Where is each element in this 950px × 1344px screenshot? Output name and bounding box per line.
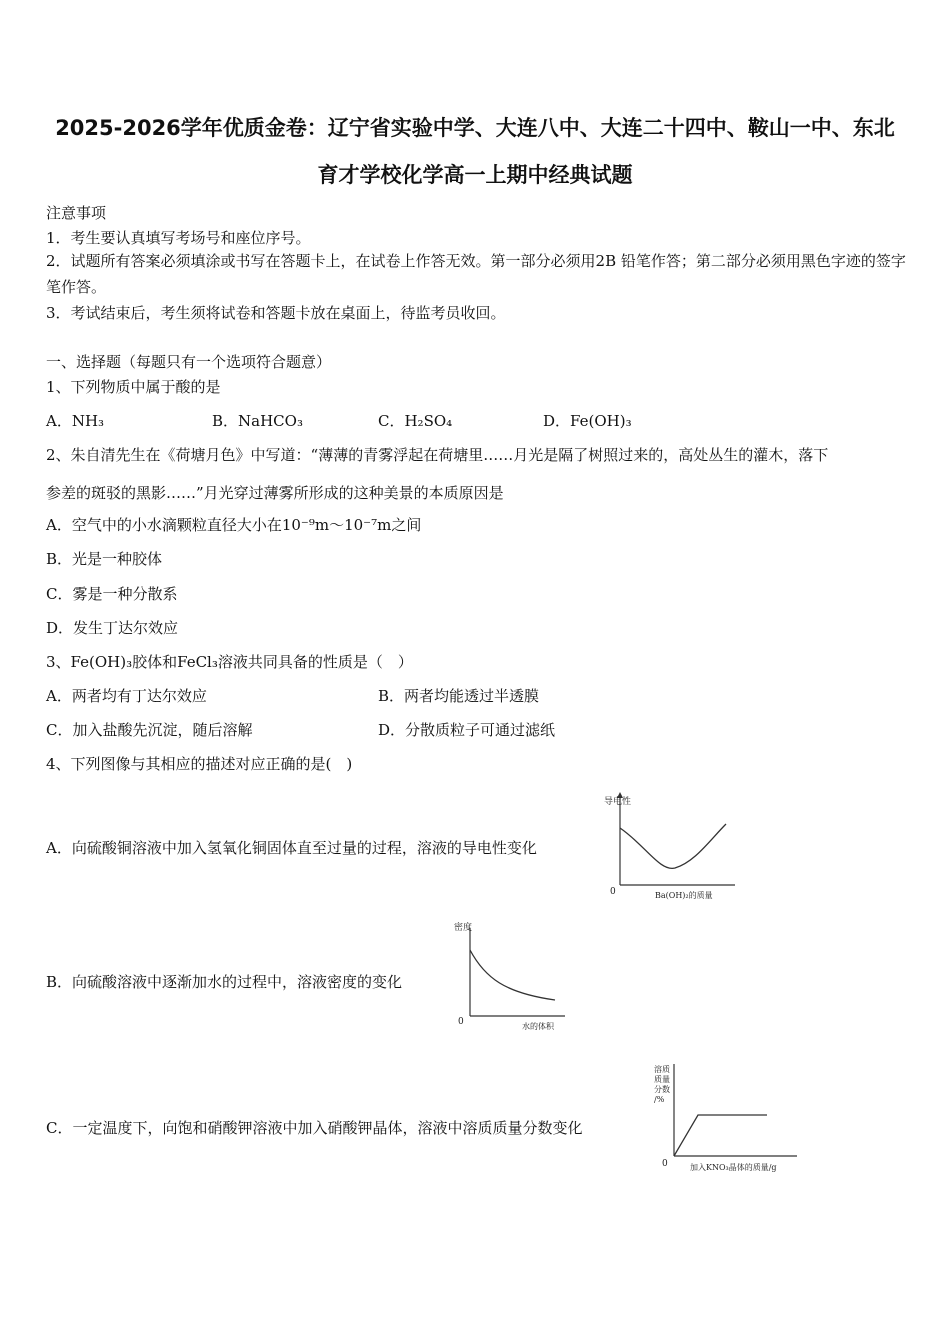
graph-b-ylabel: 密度 [454,923,473,933]
q1-option-a-text: A．NH₃ [46,412,105,430]
q3-option-c[interactable]: C．加入盐酸先沉淀，随后溶解 [46,721,253,739]
q1-option-d[interactable] [543,410,632,431]
q4-graph-a [600,790,740,905]
q2-option-a[interactable]: A．空气中的小水滴颗粒直径大小在10⁻⁹m～10⁻⁷m之间 [46,516,422,534]
notice-item-1: 1．考生要认真填写考场号和座位序号。 [46,229,311,247]
notice-item-2: 2．试题所有答案必须填涂或书写在答题卡上，在试卷上作答无效。第一部分必须用2B 铅笔作答；第二部分必须用黑色字迹的签字笔作答。 [46,252,906,296]
q4-graph-c [652,1060,802,1175]
q2-stem-line-1: 2、朱自清先生在《荷塘月色》中写道：“薄薄的青雾浮起在荷塘里……月光是隔了树照过来的，高处丛生的灌木，落下 [46,446,829,464]
graph-b-xlabel: 水的体积 [522,1022,554,1031]
graph-c-curve [674,1115,767,1156]
notice-heading: 注意事项 [46,204,107,222]
graph-b-origin: 0 [458,1017,464,1027]
graph-a-ylabel: 导电性 [604,797,632,807]
q1-option-b-text: B．NaHCO₃ [212,412,303,430]
section-heading: 一、选择题（每题只有一个选项符合题意） [46,353,332,371]
q1-option-a[interactable] [46,410,104,431]
q1-stem: 1、下列物质中属于酸的是 [46,378,221,396]
q3-option-a[interactable]: A．两者均有丁达尔效应 [46,687,207,705]
q3-stem: 3、Fe(OH)₃胶体和FeCl₃溶液共同具备的性质是（ ） [46,653,413,671]
graph-c-origin: 0 [662,1159,668,1169]
q4-stem: 4、下列图像与其相应的描述对应正确的是( ) [46,755,353,773]
graph-b-curve [470,950,555,1000]
q3-option-d[interactable]: D．分散质粒子可通过滤纸 [378,721,556,739]
notice-item-3: 3．考试结束后，考生须将试卷和答题卡放在桌面上，待监考员收回。 [46,304,506,322]
graph-a-xlabel: Ba(OH)₂的质量 [655,891,713,900]
q1-option-d-text: D．Fe(OH)₃ [543,412,632,430]
q1-option-b[interactable] [212,410,303,431]
q4-option-a[interactable]: A．向硫酸铜溶液中加入氢氧化铜固体直至过量的过程，溶液的导电性变化 [46,839,537,857]
graph-a-origin: 0 [610,887,616,897]
q2-stem-line-2: 参差的斑驳的黑影……”月光穿过薄雾所形成的这种美景的本质原因是 [46,484,504,502]
graph-a-curve [620,824,726,868]
graph-c-xlabel: 加入KNO₃晶体的质量/g [690,1163,777,1172]
q2-option-b[interactable]: B．光是一种胶体 [46,550,163,568]
q2-option-c[interactable]: C．雾是一种分散系 [46,585,178,603]
q1-option-c[interactable] [378,410,452,431]
q4-option-c[interactable]: C．一定温度下，向饱和硝酸钾溶液中加入硝酸钾晶体，溶液中溶质质量分数变化 [46,1119,583,1137]
q1-option-c-text: C．H₂SO₄ [378,412,453,430]
title-line-1: 2025-2026学年优质金卷：辽宁省实验中学、大连八中、大连二十四中、鞍山一中、东北 [55,116,895,140]
q4-option-b[interactable]: B．向硫酸溶液中逐渐加水的过程中，溶液密度的变化 [46,973,403,991]
q3-option-b[interactable]: B．两者均能透过半透膜 [378,687,540,705]
q4-graph-b [450,918,570,1033]
graph-c-ylabel: 溶质质量分数/% [654,1065,670,1104]
title-line-2: 育才学校化学高一上期中经典试题 [317,163,633,187]
q2-option-d[interactable]: D．发生丁达尔效应 [46,619,179,637]
